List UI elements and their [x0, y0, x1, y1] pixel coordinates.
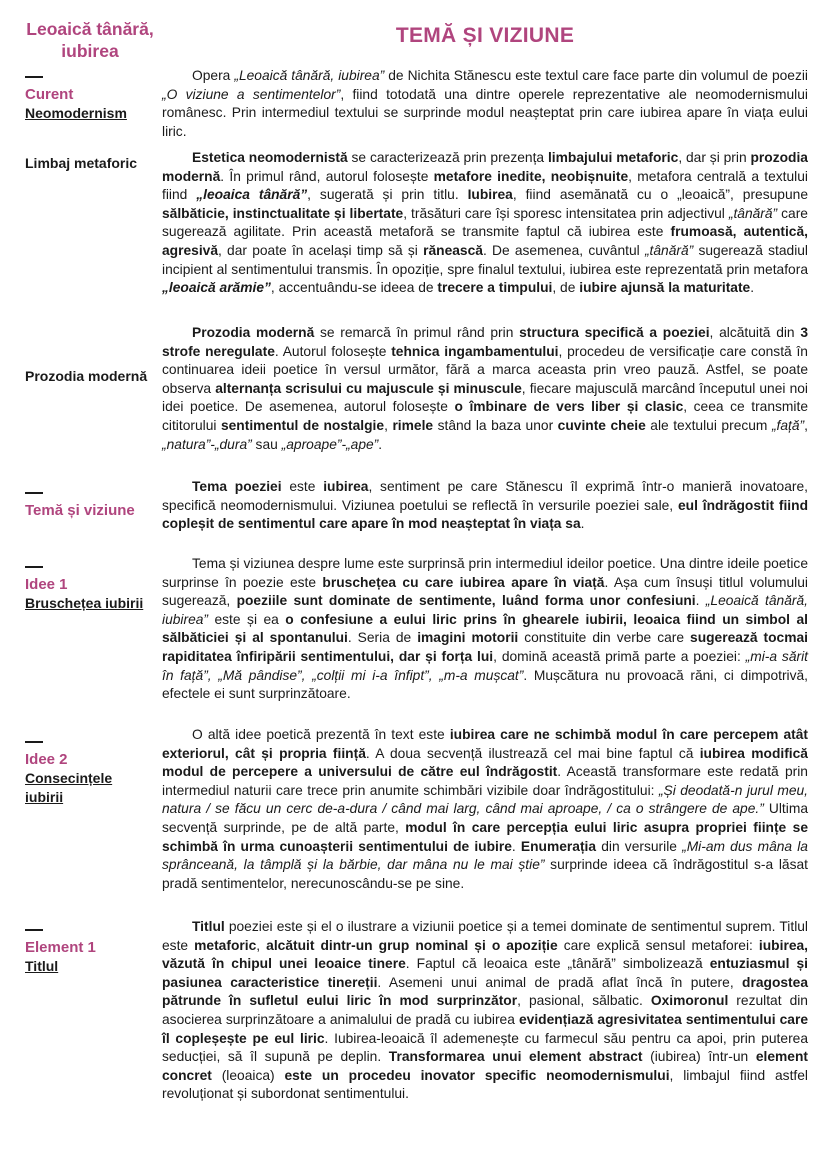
paragraph-prozodia: Prozodia modernă se remarcă în primul rând prin structura specifică a poeziei, alcătuită din 3 strofe neregulate. Autorul folosește tehnica ingambamentului, procedeu de versificație care constă în continuarea ideii poetice în versul următor, fără a marca aceasta prin vreo pauză. Astfel, se poate observa alternanța scrisului cu majuscule și minuscule, fiecare majusculă marcând începutul unei noi idei poetice. De asemenea, autorul folosește o îmbinare de vers liber și clasic, ceea ce transmite cititorului sentimentul de nostalgie, rimele stând la baza unor cuvinte cheie ale textului precum „față”, „natura”-„dura” sau „aproape”-„ape”. [162, 325, 809, 452]
margin-element1 [25, 929, 160, 976]
divider [25, 76, 43, 78]
margin-label-limbaj: Limbaj metaforic [25, 155, 138, 171]
margin-label-idee2: Idee 2 [25, 751, 68, 768]
margin-value-curent: Neomodernism [25, 105, 127, 121]
margin-label-tema: Temă și viziune [25, 502, 135, 519]
page-title: TEMĂ ȘI VIZIUNE [395, 24, 575, 47]
divider [25, 566, 43, 568]
margin-limbaj [25, 154, 160, 173]
margin-curent [25, 76, 160, 123]
paragraph-tema: Tema poeziei este iubirea, sentiment pe care Stănescu îl exprimă într-o manieră inovatoare, specifică neomodernismului. Viziunea poetului se reflectă în versurile poeziei sale, eul îndrăgostit fiind copleșit de sentimentul care apare în mod neașteptat în viața sa. [162, 479, 809, 532]
paragraph-idee1: Tema și viziunea despre lume este surprinsă prin intermediul ideilor poetice. Una dintre ideile poetice surprinse în poezie este bruschețea cu care iubirea apare în viață. Așa cum însuși titlul volumului sugerează, poeziile sunt dominate de sentimente, luând forma unor confesiuni. „Leoaică tânără, iubirea” este și ea o confesiune a eului liric prins în ghearele iubirii, leoaica fiind un simbol al sălbăticiei și al spontanului. Seria de imagini motorii constituite din verbe care sugerează tocmai rapiditatea înfiripării sentimentului, dar și forța lui, domină această primă parte a poeziei: „mi-a sărit în față”, „Mă pândise”, „colții mi i-a înfipt”, „m-a mușcat”. Mușcătura nu provoacă răni, ci dimpotrivă, efectele ei sunt surprinzătoare. [162, 556, 809, 702]
margin-idee2 [25, 741, 125, 807]
margin-value-element1: Titlul [25, 958, 59, 974]
side-header: Leoaică tânără, iubirea [26, 19, 154, 61]
paragraph-intro: Opera „Leoaică tânără, iubirea” de Nichita Stănescu este textul care face parte din volumul de poezii „O viziune a sentimentelor”, fiind totodată una dintre operele reprezentative ale neomodernismului românesc. Prin intermediul textului se surprinde modul neașteptat prin care iubirea apare în viața eului liric. [162, 68, 808, 139]
margin-idee1 [25, 566, 160, 613]
divider [25, 492, 43, 494]
paragraph-idee2: O altă idee poetică prezentă în text este iubirea care ne schimbă modul în care percepem atât exteriorul, cât și propria ființă. A doua secvență ilustrează cel mai bine faptul că iubirea modifică modul de percepere a universului de către eul îndrăgostit. Această transformare este redată prin intermediul naturii care trece prin anumite schimbări vizibile doar îndrăgostitului: „Și deodată-n jurul meu, natura / se făcu un cerc de-a-dura / când mai larg, când mai aproape, / ca o strângere de ape.” Ultima secvență surprinde, pe de altă parte, modul în care percepția eului liric asupra propriei ființe se schimbă în urma cunoașterii sentimentului de iubire. Enumerația din versurile „Mi-am dus mâna la sprânceană, la tâmplă și la bărbie, dar mâna nu le mai știe” surprinde ideea că îndrăgostitul s-a lăsat pradă sentimentelor, nerecunoscându-se pe sine. [162, 727, 809, 891]
margin-value-idee1: Bruschețea iubirii [25, 595, 144, 611]
margin-value-idee2: Consecințele iubirii [25, 770, 113, 805]
divider [25, 929, 43, 931]
margin-label-idee1: Idee 1 [25, 576, 68, 593]
paragraph-element1: Titlul poeziei este și el o ilustrare a viziunii poetice și a temei dominate de sentimentul suprem. Titlul este metaforic, alcătuit dintr-un grup nominal și o apoziție care explică sensul metaforei: iubirea, văzută în chipul unei leoaice tinere. Faptul că leoaica este „tânără” simbolizează entuziasmul și pasiunea caracteristice tinereții. Asemeni unui animal de pradă aflat încă în putere, dragostea pătrunde în sufletul eului liric în mod surprinzător, pasional, sălbatic. Oximoronul rezultat din asocierea surprinzătoare a animalului de pradă cu iubirea evidențiază agresivitatea sentimentului care îl copleșește pe eul liric. Iubirea-leoaică îl ademenește cu farmecul său pentru ca apoi, prin puterea seducției, să îl supună pe deplin. Transformarea unui element abstract (iubirea) într-un element concret (leoaica) este un procedeu inovator specific neomodernismului, limbajul fiind astfel revoluționat și subordonat sentimentului. [162, 919, 809, 1102]
margin-prozodia [25, 367, 160, 386]
divider [25, 741, 43, 743]
margin-label-curent: Curent [25, 86, 74, 103]
margin-tema [25, 492, 160, 520]
margin-label-element1: Element 1 [25, 939, 96, 956]
paragraph-limbaj: Estetica neomodernistă se caracterizează prin prezența limbajului metaforic, dar și prin prozodia modernă. În primul rând, autorul folosește metafore inedite, neobișnuite, metafora centrală a textului fiind „leoaica tânără”, sugerată și prin titlu. Iubirea, fiind asemănată cu o „leoaică”, presupune sălbăticie, instinctualitate și libertate, trăsături care își sporesc intensitatea prin adjectivul „tânără” care sugerează agilitate. Prin această metaforă se transmite faptul că iubirea este frumoasă, autentică, agresivă, dar poate în același timp să și rănească. De asemenea, cuvântul „tânără” sugerează stadiul incipient al sentimentului transmis. În opoziție, spre finalul textului, iubirea este reprezentată prin metafora „leoaică arămie”, accentuându-se ideea de trecere a timpului, de iubire ajunsă la maturitate. [162, 150, 808, 296]
margin-label-prozodia: Prozodia modernă [25, 368, 148, 384]
